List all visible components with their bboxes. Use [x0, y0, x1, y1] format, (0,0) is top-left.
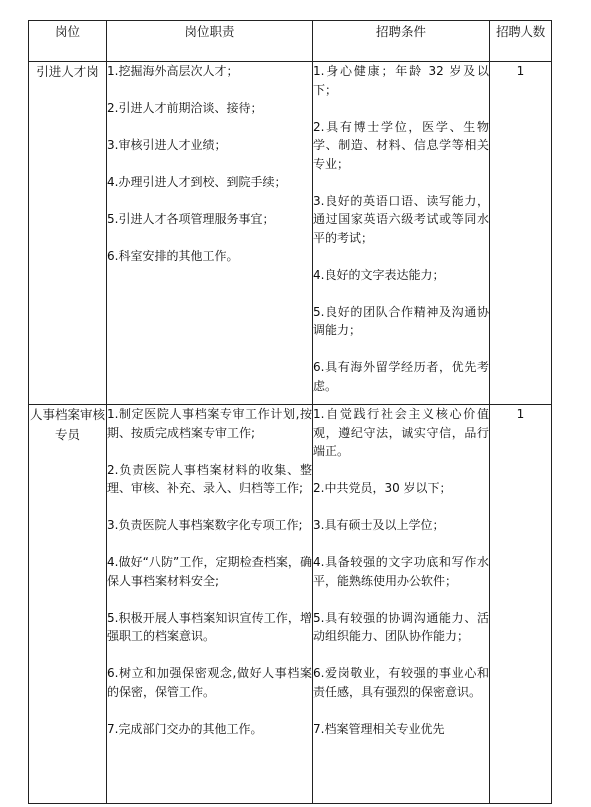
requirements-cell — [313, 62, 490, 405]
duty-item: 1.制定医院人事档案专审工作计划,按期、按质完成档案专审工作; — [107, 407, 312, 440]
duty-item: 6.树立和加强保密观念,做好人事档案的保密，保管工作。 — [107, 666, 312, 699]
table-row — [29, 62, 552, 405]
requirements-cell — [313, 405, 490, 804]
requirement-item: 2.具有博士学位，医学、生物学、制造、材料、信息学等相关专业； — [313, 119, 489, 171]
requirement-item: 2.中共党员，30 岁以下； — [313, 481, 452, 495]
recruitment-table — [28, 20, 552, 804]
position-cell: 人事档案审核专员 — [29, 405, 107, 804]
requirement-item: 6.具有海外留学经历者，优先考虑。 — [313, 360, 489, 393]
table-row — [29, 405, 552, 804]
requirement-item: 1.自觉践行社会主义核心价值观，遵纪守法，诚实守信，品行端正。 — [313, 407, 489, 458]
requirement-item: 5.具有较强的协调沟通能力、活动组织能力、团队协作能力； — [313, 610, 489, 643]
header-position: 岗位 — [29, 21, 107, 62]
requirement-item: 3.良好的英语口语、读写能力，通过国家英语六级考试或等同水平的考试； — [313, 193, 489, 245]
count-cell: 1 — [490, 405, 552, 804]
duty-item: 5.积极开展人事档案知识宣传工作，增强职工的档案意识。 — [107, 610, 312, 643]
duties-cell — [107, 405, 313, 804]
requirement-item: 3.具有硕士及以上学位； — [313, 518, 445, 532]
duty-item: 4.做好“八防”工作，定期检查档案，确保人事档案材料安全; — [107, 555, 312, 588]
table-header-row — [29, 21, 552, 62]
position-cell: 引进人才岗 — [29, 62, 107, 405]
duty-item: 1.挖掘海外高层次人才； — [107, 64, 239, 78]
header-count: 招聘人数 — [490, 21, 552, 62]
duty-item: 7.完成部门交办的其他工作。 — [107, 721, 263, 736]
requirement-item: 4.良好的文字表达能力； — [313, 267, 445, 282]
duty-item: 2.负责医院人事档案材料的收集、整理、审核、补充、录入、归档等工作; — [107, 462, 312, 495]
duty-item: 5.引进人才各项管理服务事宜； — [107, 212, 275, 226]
header-requirements: 招聘条件 — [313, 21, 490, 62]
duty-item: 4.办理引进人才到校、到院手续； — [107, 175, 287, 189]
duty-item: 3.负责医院人事档案数字化专项工作; — [107, 518, 303, 532]
duties-cell — [107, 62, 313, 405]
requirement-item: 6.爱岗敬业，有较强的事业心和责任感，具有强烈的保密意识。 — [313, 666, 489, 699]
duty-item: 3.审核引进人才业绩； — [107, 138, 227, 152]
requirement-item: 7.档案管理相关专业优先 — [313, 721, 445, 736]
header-duties: 岗位职责 — [107, 21, 313, 62]
duty-item: 2.引进人才前期洽谈、接待； — [107, 101, 263, 115]
count-cell: 1 — [490, 62, 552, 405]
requirement-item: 5.良好的团队合作精神及沟通协调能力； — [313, 304, 489, 337]
requirement-item: 4.具备较强的文字功底和写作水平，能熟练使用办公软件； — [313, 555, 489, 588]
duty-item: 6.科室安排的其他工作。 — [107, 249, 239, 263]
requirement-item: 1.身心健康；年龄 32 岁及以下； — [313, 64, 489, 97]
